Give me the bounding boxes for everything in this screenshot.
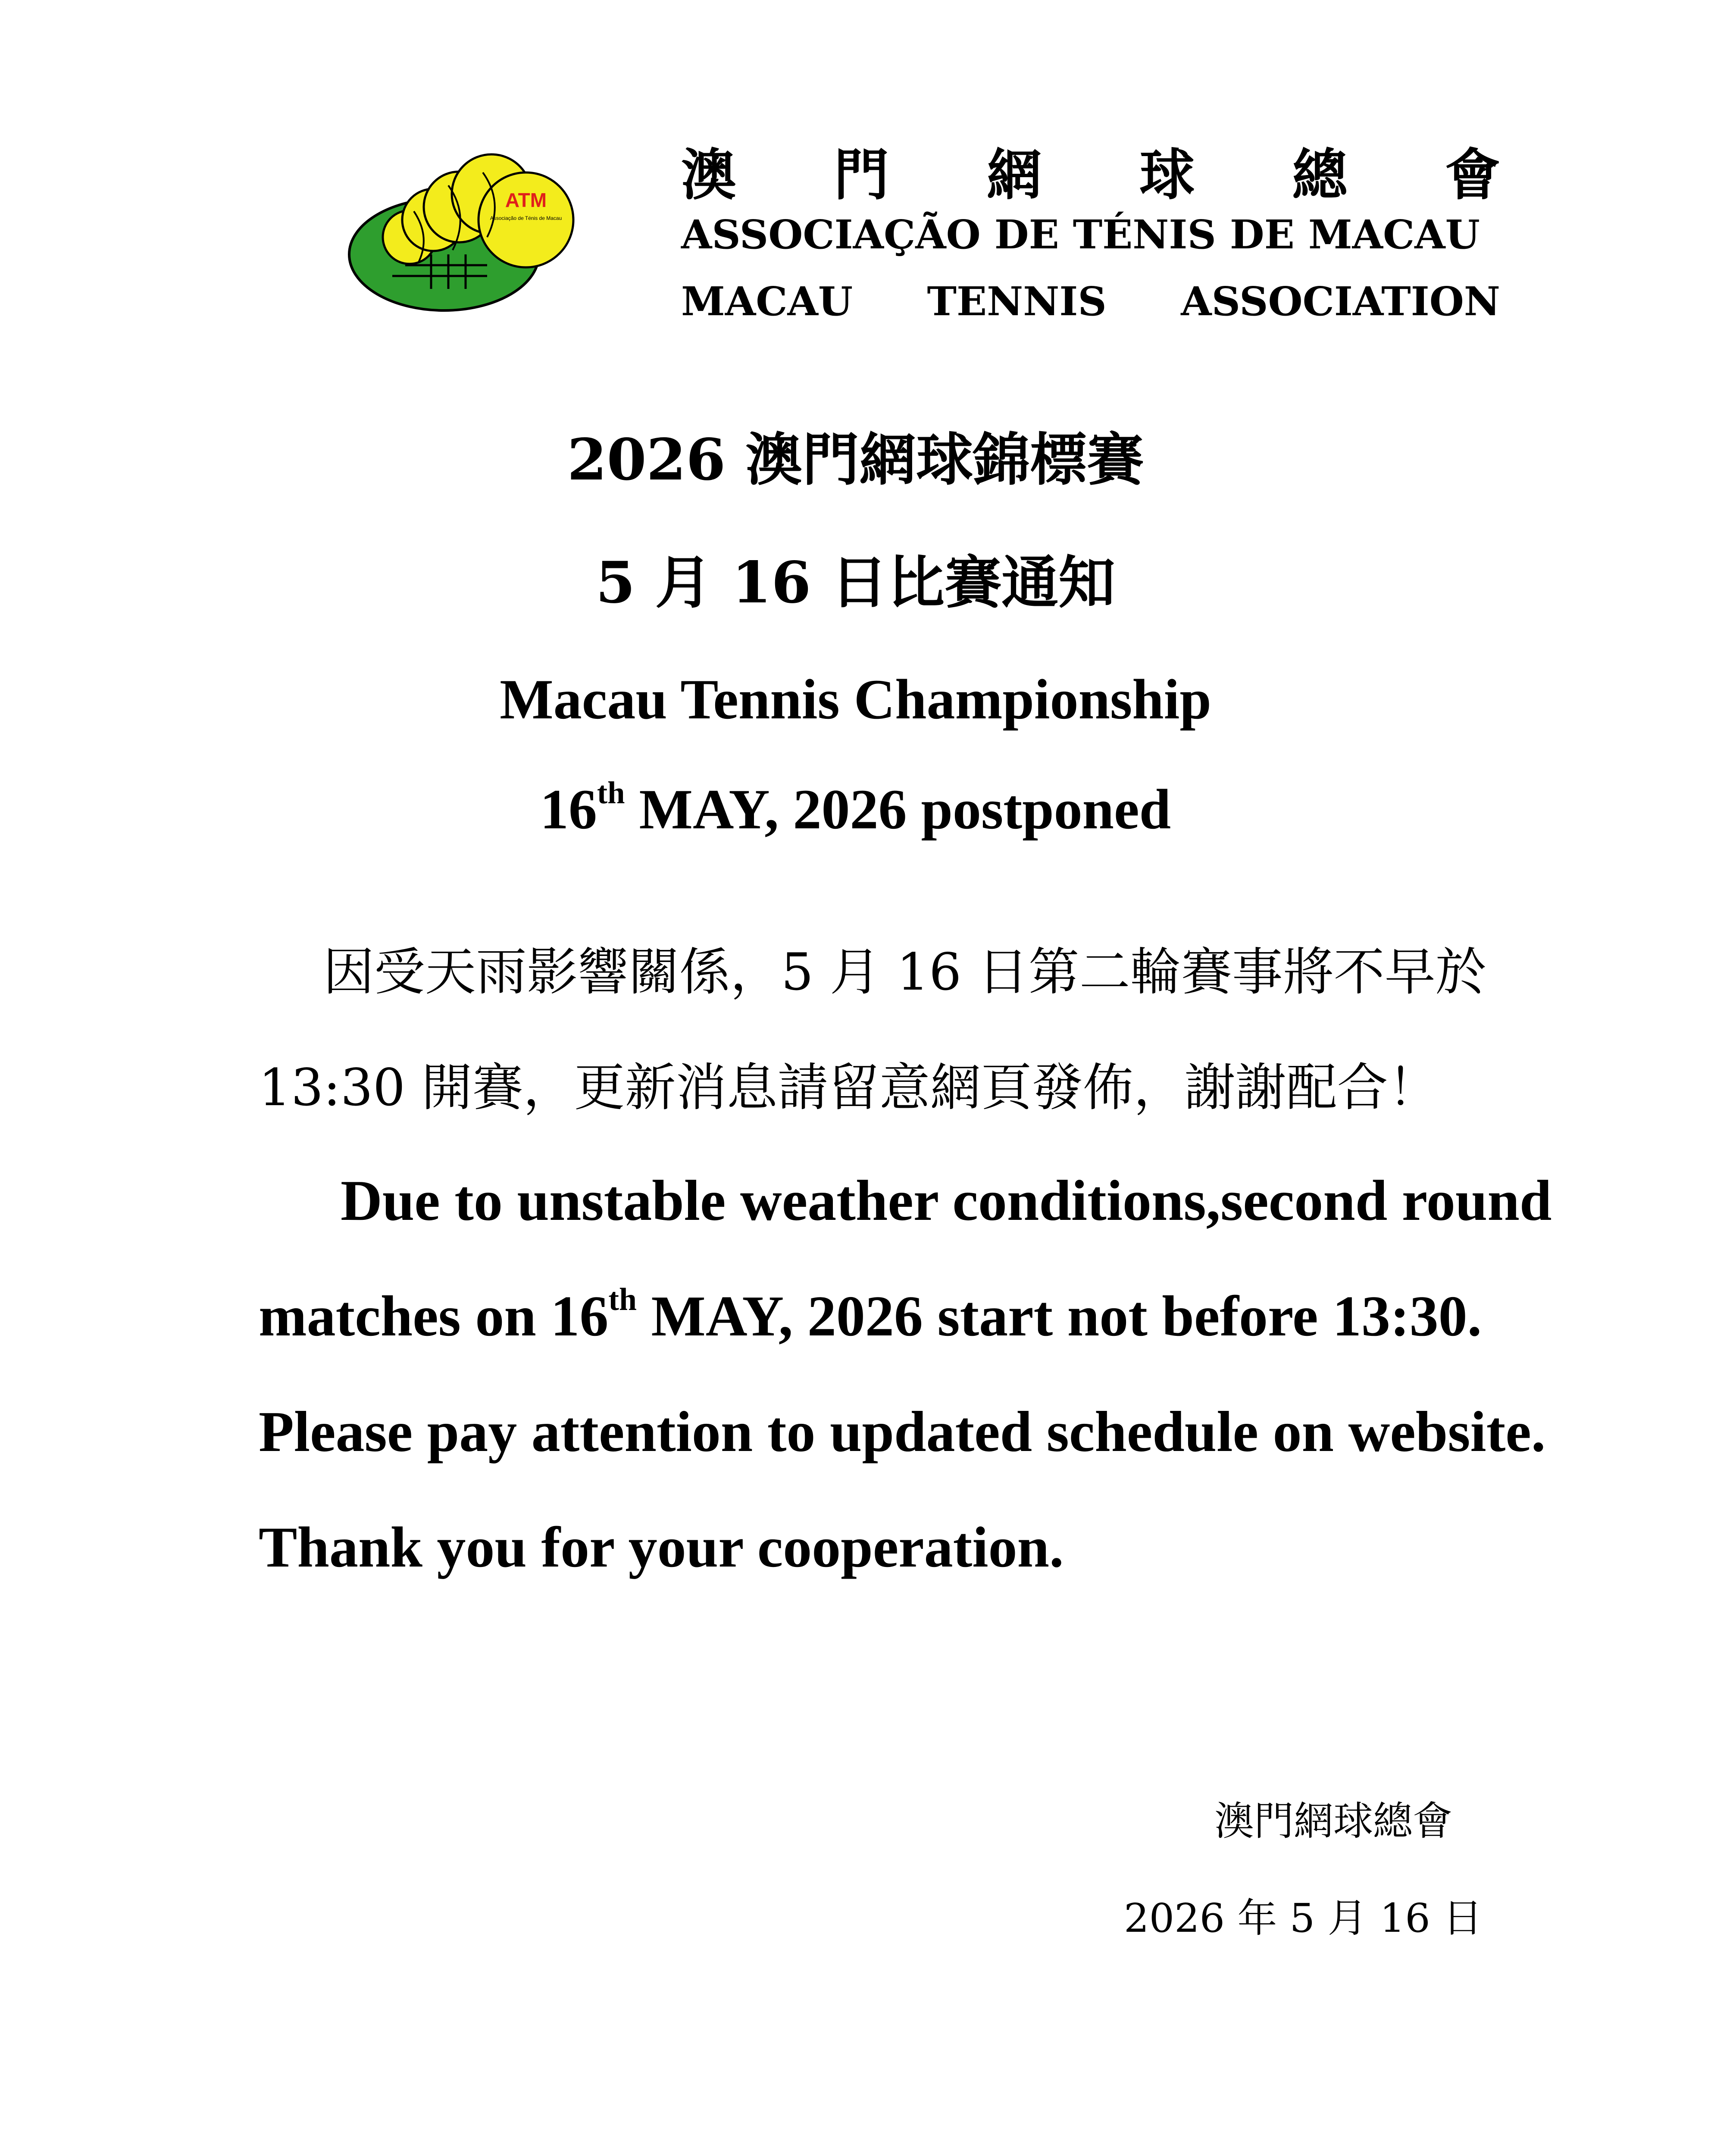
org-zh-char: 網 [986,143,1042,207]
body-en-part1: Due to unstable weather conditions,second round matches on 16 [259,1169,1552,1348]
logo-atm-text: ATM [505,189,547,211]
association-logo [345,147,595,319]
org-en-word: ASSOCIATION [1181,278,1500,325]
org-zh-char: 澳 [681,143,737,207]
org-zh-char: 總 [1292,143,1348,207]
title-en-day: 16 [540,777,597,841]
org-name-zh [681,134,1500,207]
title-en-event: Macau Tennis Championship [500,667,1211,731]
org-zh-char: 球 [1139,143,1195,207]
title-zh-event: 2026 澳門網球錦標賽 [567,426,1144,493]
title-en-rest: MAY, 2026 postponed [625,777,1171,841]
logo-subtext: Associação de Ténis de Macau [490,215,562,221]
signature-date: 2026 年 5 月 16 日 [1124,1895,1483,1941]
org-name-pt: ASSOCIAÇÃO DE TÉNIS DE MACAU [681,211,1480,258]
org-en-word: TENNIS [927,278,1107,325]
title-en-ordinal: th [597,775,625,810]
body-text-zh: 因受天雨影響關係，5 月 16 日第二輪賽事將不早於 13:30 開賽，更新消息請留意網頁發佈，謝謝配合！ [259,942,1486,1117]
org-zh-char: 會 [1445,143,1500,207]
org-name-en [681,278,1500,325]
org-en-word: MACAU [681,278,853,325]
org-zh-char: 門 [834,143,889,207]
body-en-part2: MAY, 2026 start not before 13:30. Please pay attention to updated schedule on website. Thank you for your cooperation. [259,1284,1546,1579]
title-en-notice [0,776,1711,842]
title-zh-notice: 5 月 16 日比賽通知 [595,549,1116,616]
body-en-ordinal: th [608,1282,637,1317]
signature-org: 澳門網球總會 [1214,1798,1452,1844]
body-text-en [259,1143,1604,1605]
